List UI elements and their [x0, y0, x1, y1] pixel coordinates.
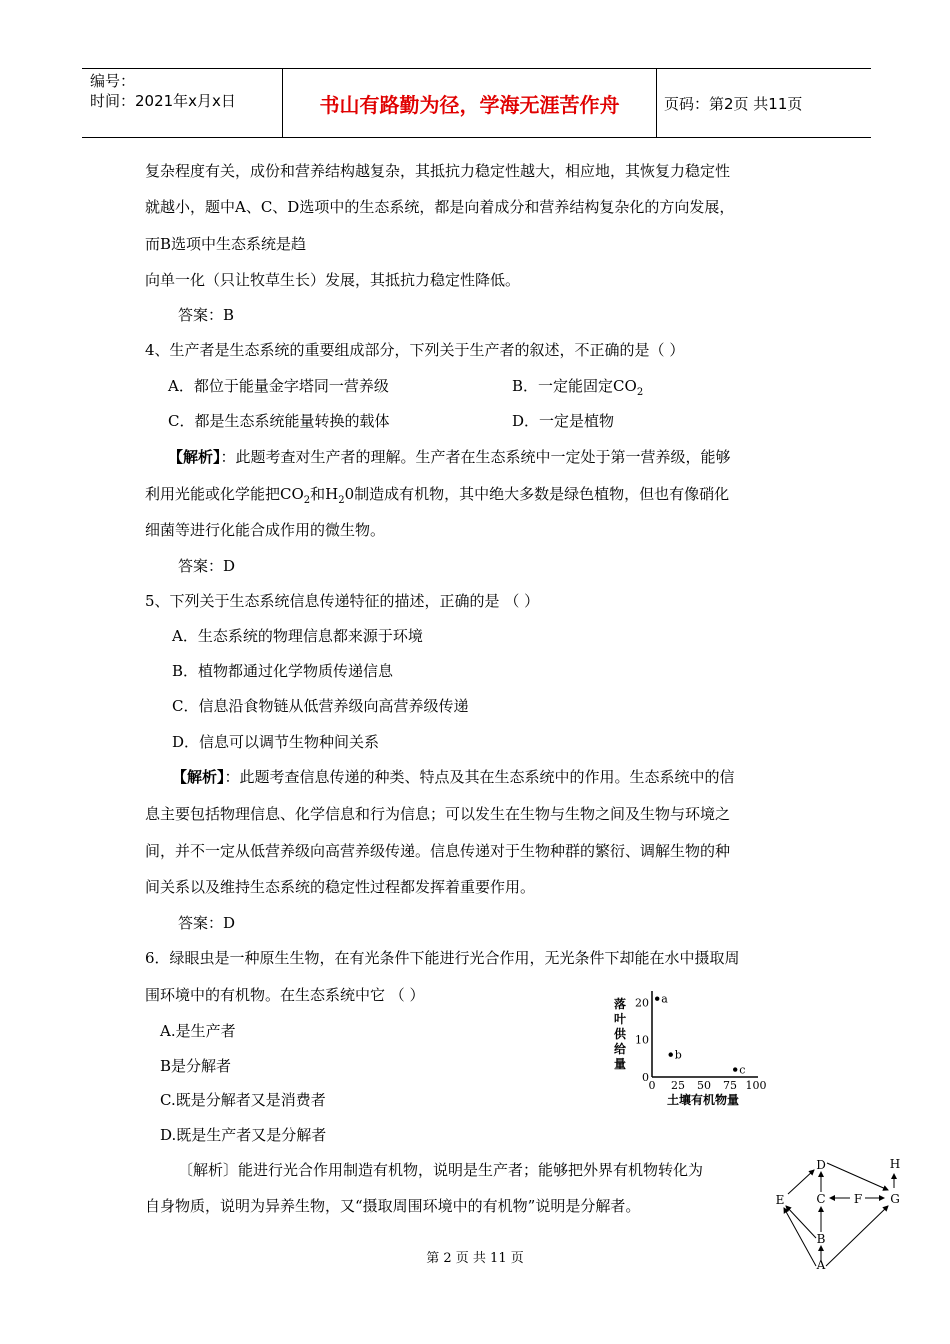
- arrow-d-g: [827, 1163, 888, 1190]
- text-line: 向单一化（只让牧草生长）发展，其抵抗力稳定性降低。: [145, 271, 521, 289]
- x-tick-label: 75: [723, 1079, 737, 1092]
- explanation-5-line4: 间关系以及维持生态系统的稳定性过程都发挥着重要作用。: [145, 878, 536, 896]
- node-e: E: [775, 1193, 785, 1207]
- header-page-info: 页码：第2页 共11页: [664, 94, 803, 113]
- text-line: 复杂程度有关，成份和营养结构越复杂，其抵抗力稳定性越大，相应地，其恢复力稳定性: [145, 162, 731, 180]
- answer-3: 答案：B: [178, 306, 235, 324]
- explanation-5-line3: 间，并不一定从低营养级向高营养级传递。信息传递对于生物种群的繁衍、调解生物的种: [145, 842, 731, 860]
- option-6a: A.是生产者: [160, 1022, 236, 1040]
- x-tick-label: 0: [648, 1079, 656, 1092]
- question-4: 4、生产者是生态系统的重要组成部分，下列关于生产者的叙述，不正确的是（ ）: [145, 341, 685, 359]
- number-label: 编号：: [90, 72, 136, 90]
- node-h: H: [889, 1157, 901, 1171]
- page-header: [82, 68, 871, 138]
- option-5b: B．植物都通过化学物质传递信息: [172, 662, 394, 680]
- explanation-6-line1: 〔解析〕能进行光合作用制造有机物，说明是生产者；能够把外界有机物转化为: [178, 1161, 704, 1179]
- x-tick-label: 50: [697, 1079, 711, 1092]
- date-label: 时间：2021年x月x日: [90, 92, 236, 110]
- y-tick-label: 10: [635, 1033, 649, 1047]
- y-axis-label: [614, 996, 627, 1071]
- data-point-b: [669, 1052, 673, 1056]
- option-6d: D.既是生产者又是分解者: [160, 1126, 327, 1144]
- chart-points: [655, 993, 745, 1077]
- explanation-4-line3: 细菌等进行化能合成作用的微生物。: [145, 521, 386, 539]
- explanation-4-line1: 【解析】：此题考查对生产者的理解。生产者在生态系统中一定处于第一营养级，能够: [168, 448, 731, 466]
- y-tick-label: 0: [642, 1071, 649, 1084]
- option-5a: A．生态系统的物理信息都来源于环境: [172, 627, 423, 645]
- question-6-line1: 6．绿眼虫是一种原生生物，在有光条件下能进行光合作用，无光条件下却能在水中摄取周: [145, 949, 740, 967]
- option-6c: C.既是分解者又是消费者: [160, 1091, 326, 1109]
- y-label-char: 量: [613, 1057, 627, 1071]
- option-4a: A．都位于能量金字塔同一营养级: [168, 377, 389, 395]
- x-axis-label: 土壤有机物量: [666, 1093, 740, 1107]
- answer-5: 答案：D: [178, 914, 236, 932]
- explanation-5-line1: 【解析】：此题考查信息传递的种类、特点及其在生态系统中的作用。生态系统中的信: [172, 768, 735, 786]
- answer-4: 答案：D: [178, 557, 236, 575]
- text-line: 就越小，题中A、C、D选项中的生态系统，都是向着成分和营养结构复杂化的方向发展，: [145, 198, 735, 216]
- x-tick-label: 100: [745, 1079, 767, 1092]
- option-4d: D．一定是植物: [512, 412, 615, 430]
- text-line: 而B选项中生态系统是趋: [145, 235, 307, 253]
- y-label-char: 落: [613, 997, 627, 1011]
- y-label-char: 供: [613, 1027, 627, 1041]
- option-4c: C．都是生态系统能量转换的载体: [168, 412, 390, 430]
- node-c: C: [816, 1192, 826, 1206]
- x-tick-label: 25: [671, 1079, 685, 1092]
- header-meta: [82, 69, 282, 137]
- explanation-4-line2: 利用光能或化学能把$CO_2$和$H_20$制造成有机物，其中绝大多数是绿色植物，但也有像硝化: [145, 485, 730, 506]
- question-5: 5、下列关于生态系统信息传递特征的描述，正确的是 （ ）: [145, 592, 540, 610]
- data-label-c: c: [739, 1063, 746, 1077]
- option-6b: B是分解者: [160, 1057, 232, 1075]
- y-label-char: 叶: [613, 1012, 627, 1026]
- node-b: B: [816, 1232, 826, 1246]
- node-g: G: [890, 1192, 900, 1206]
- option-5d: D．信息可以调节生物种间关系: [172, 733, 380, 751]
- data-label-a: a: [661, 992, 668, 1006]
- y-label-char: 给: [613, 1042, 627, 1056]
- node-d: D: [816, 1158, 826, 1172]
- arrow-e-d: [788, 1170, 814, 1194]
- node-f: F: [853, 1192, 863, 1206]
- explanation-6-line2: 自身物质，说明为异养生物，又“摄取周围环境中的有机物”说明是分解者。: [145, 1197, 641, 1215]
- page-footer: 第 2 页 共 11 页: [426, 1251, 524, 1266]
- data-point-c: [733, 1067, 737, 1071]
- question-6-line2: 围环境中的有机物。在生态系统中它 （ ）: [145, 986, 425, 1004]
- data-point-a: [655, 997, 659, 1001]
- arrow-b-e: [786, 1206, 816, 1238]
- header-motto: 书山有路勤为径，学海无涯苦作舟: [282, 69, 657, 137]
- option-5c: C．信息沿食物链从低营养级向高营养级传递: [172, 697, 469, 715]
- scatter-chart: [608, 980, 773, 1110]
- explanation-5-line2: 息主要包括物理信息、化学信息和行为信息；可以发生在生物与生物之间及生物与环境之: [145, 805, 731, 823]
- y-tick-label: 20: [635, 996, 649, 1010]
- data-label-b: b: [674, 1048, 682, 1062]
- option-4b: B．一定能固定$CO_2$: [512, 377, 644, 398]
- node-a: A: [816, 1258, 826, 1272]
